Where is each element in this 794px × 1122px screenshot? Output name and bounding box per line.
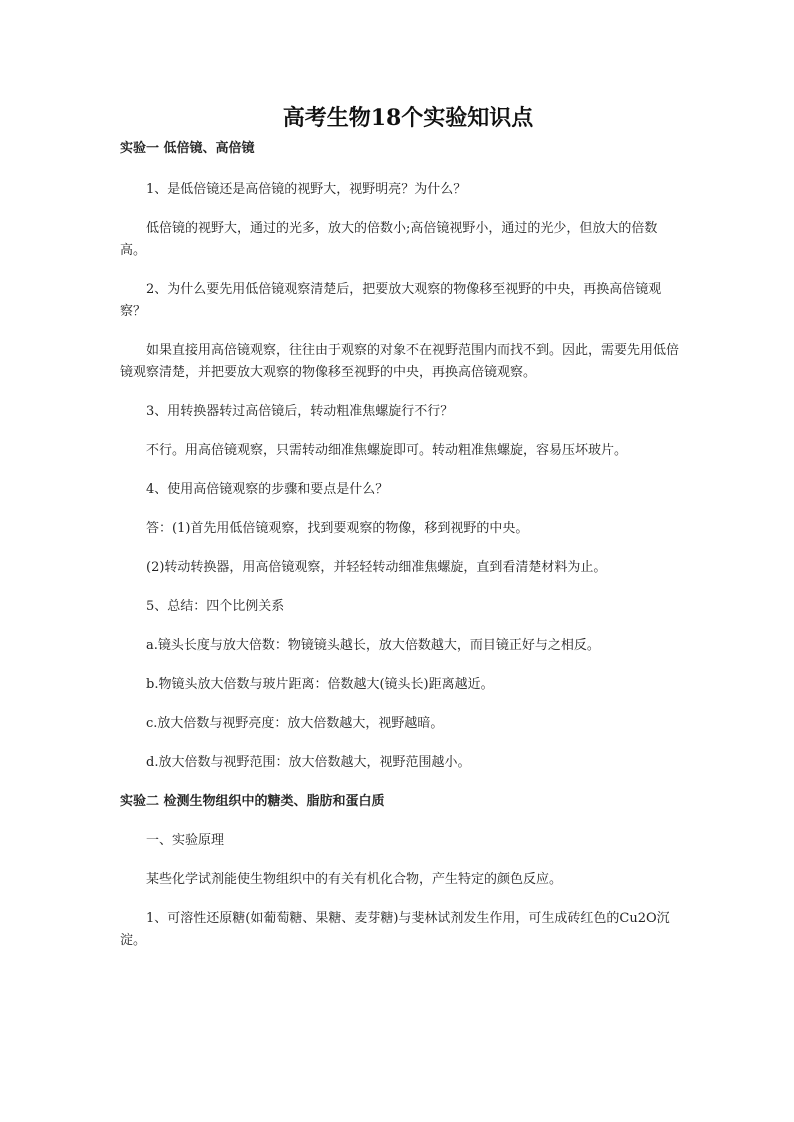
ratio-item-c: c.放大倍数与视野亮度：放大倍数越大，视野越暗。	[146, 716, 444, 731]
answer-4-step-2: (2)转动转换器，用高倍镜观察，并轻轻转动细准焦螺旋，直到看清楚材料为止。	[146, 560, 607, 575]
answer-3: 不行。用高倍镜观察，只需转动细准焦螺旋即可。转动粗准焦螺旋，容易压坏玻片。	[146, 443, 628, 458]
section-heading-2: 实验二 检测生物组织中的糖类、脂肪和蛋白质	[120, 794, 385, 809]
section-heading-1: 实验一 低倍镜、高倍镜	[120, 141, 255, 156]
ratio-item-a: a.镜头长度与放大倍数：物镜镜头越长，放大倍数越大，而目镜正好与之相反。	[146, 638, 600, 653]
question-2: 2、为什么要先用低倍镜观察清楚后，把要放大观察的物像移至视野的中央，再换高倍镜观察？	[120, 282, 662, 319]
answer-4-step-1: 答：(1)首先用低倍镜观察，找到要观察的物像，移到视野的中央。	[146, 521, 529, 536]
question-4: 4、使用高倍镜观察的步骤和要点是什么？	[146, 482, 389, 497]
question-3: 3、用转换器转过高倍镜后，转动粗准焦螺旋行不行？	[146, 404, 454, 419]
answer-2: 如果直接用高倍镜观察，往往由于观察的对象不在视野范围内而找不到。因此，需要先用低倍镜观察清楚，并把要放大观察的物像移至视野的中央，再换高倍镜观察。	[120, 343, 680, 380]
ratio-item-b: b.物镜头放大倍数与玻片距离：倍数越大(镜头长)距离越近。	[146, 677, 494, 692]
page-title: 高考生物18个实验知识点	[282, 105, 534, 131]
answer-1: 低倍镜的视野大，通过的光多，放大的倍数小;高倍镜视野小，通过的光少，但放大的倍数高。	[120, 221, 658, 258]
question-5: 5、总结：四个比例关系	[146, 599, 285, 614]
document-body	[120, 138, 680, 952]
principle-item-1: 1、可溶性还原糖(如葡萄糖、果糖、麦芽糖)与斐林试剂发生作用，可生成砖红色的Cu2O沉淀。	[120, 911, 670, 948]
question-1: 1、是低倍镜还是高倍镜的视野大，视野明亮？为什么？	[146, 182, 467, 197]
principle-text: 某些化学试剂能使生物组织中的有关有机化合物，产生特定的颜色反应。	[146, 872, 563, 887]
ratio-item-d: d.放大倍数与视野范围：放大倍数越大，视野范围越小。	[146, 755, 471, 770]
subsection-heading-principle: 一、实验原理	[146, 833, 225, 848]
